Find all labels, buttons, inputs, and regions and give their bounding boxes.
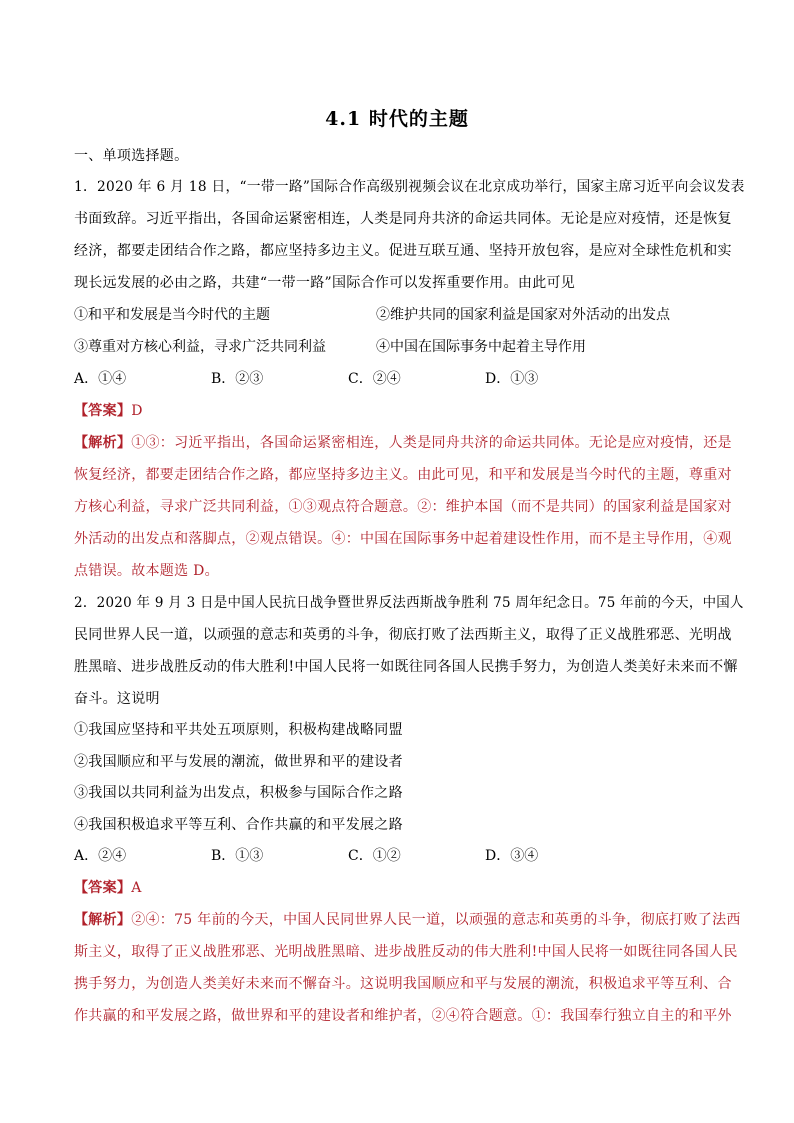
q2-stem-line: 胜黑暗、进步战胜反动的伟大胜利!中国人民将一如既往同各国人民携手努力，为创造人类美好未来而不懈 [74,659,738,675]
q2-analysis-line: 斯主义，取得了正义战胜邪恶、光明战胜黑暗、进步战胜反动的伟大胜利!中国人民将一如既往同各国人民 [74,944,738,960]
q1-item-4: ④中国在国际事务中起着主导作用 [376,339,586,355]
q1-analysis-line [74,433,732,453]
q1-answer [74,401,143,421]
q1-choice-c: C．②④ [348,371,401,387]
q1-stem-line: 现长远发展的必由之路，共建“一带一路”国际合作可以发挥重要作用。由此可见 [74,275,576,291]
q1-item-3: ③尊重对方核心利益，寻求广泛共同利益 [74,339,326,355]
q2-item-2: ②我国顺应和平与发展的潮流，做世界和平的建设者 [74,754,403,770]
q2-analysis-line [74,910,741,930]
q1-choice-a: A．①④ [74,371,127,387]
analysis-label: 【解析】 [74,912,132,928]
q2-stem-line: 民同世界人民一道，以顽强的意志和英勇的斗争，彻底打败了法西斯主义，取得了正义战胜邪恶、光明战 [74,627,732,643]
q1-choice-b: B．②③ [211,371,264,387]
q2-analysis-line: 作共赢的和平发展之路，做世界和平的建设者和维护者，②④符合题意。①：我国奉行独立自主的和平外 [74,1008,732,1024]
q1-item-2: ②维护共同的国家利益是国家对外活动的出发点 [376,307,670,323]
page-title: 4.1 时代的主题 [325,108,469,130]
q1-choice-d: D．①③ [485,371,539,387]
q1-item-1: ①和平和发展是当今时代的主题 [74,307,270,323]
analysis-label: 【解析】 [74,435,132,451]
q1-analysis-line: 方核心利益，寻求广泛共同利益，①③观点符合题意。②：维护本国（而不是共同）的国家利益是国家对 [74,499,732,515]
analysis-text: ①③：习近平指出，各国命运紧密相连，人类是同舟共济的命运共同体。无论是应对疫情，还是 [131,435,732,451]
q2-item-1: ①我国应坚持和平共处五项原则，积极构建战略同盟 [74,722,403,738]
q2-analysis-line: 携手努力，为创造人类美好未来而不懈奋斗。这说明我国顺应和平与发展的潮流，积极追求平等互利、合 [74,976,732,992]
section-heading: 一、单项选择题。 [74,148,189,164]
answer-value: A [131,880,142,896]
analysis-text: ②④：75 年前的今天，中国人民同世界人民一道，以顽强的意志和英勇的斗争，彻底打败了法西 [131,912,741,928]
answer-value: D [131,403,143,419]
q2-choice-d: D．③④ [485,848,539,864]
q2-stem-line: 奋斗。这说明 [74,691,160,707]
q2-item-3: ③我国以共同利益为出发点，积极参与国际合作之路 [74,785,403,801]
answer-label: 【答案】 [74,403,132,419]
q1-stem-line: 经济，都要走团结合作之路，都应坚持多边主义。促进互联互通、坚持开放包容，是应对全球性危机和实 [74,243,732,259]
q2-answer [74,878,142,898]
q2-choice-a: A．②④ [74,848,127,864]
q2-stem-line: 2．2020 年 9 月 3 日是中国人民抗日战争暨世界反法西斯战争胜利 75 周年纪念日。75 年前的今天，中国人 [74,595,744,611]
q1-analysis-line: 外活动的出发点和落脚点，②观点错误。④：中国在国际事务中起着建设性作用，而不是主导作用，④观 [74,531,732,547]
q1-analysis-line: 恢复经济，都要走团结合作之路，都应坚持多边主义。由此可见，和平和发展是当今时代的主题，尊重对 [74,467,732,483]
q2-choice-b: B．①③ [211,848,264,864]
answer-label: 【答案】 [74,880,132,896]
q1-analysis-line: 点错误。故本题选 D。 [74,563,219,579]
q2-choice-c: C．①② [348,848,401,864]
q1-stem-line: 书面致辞。习近平指出，各国命运紧密相连，人类是同舟共济的命运共同体。无论是应对疫情，还是恢复 [74,211,732,227]
q2-item-4: ④我国积极追求平等互利、合作共赢的和平发展之路 [74,817,403,833]
q1-stem-line: 1．2020 年 6 月 18 日，“一带一路”国际合作高级别视频会议在北京成功举行，国家主席习近平向会议发表 [74,179,745,195]
